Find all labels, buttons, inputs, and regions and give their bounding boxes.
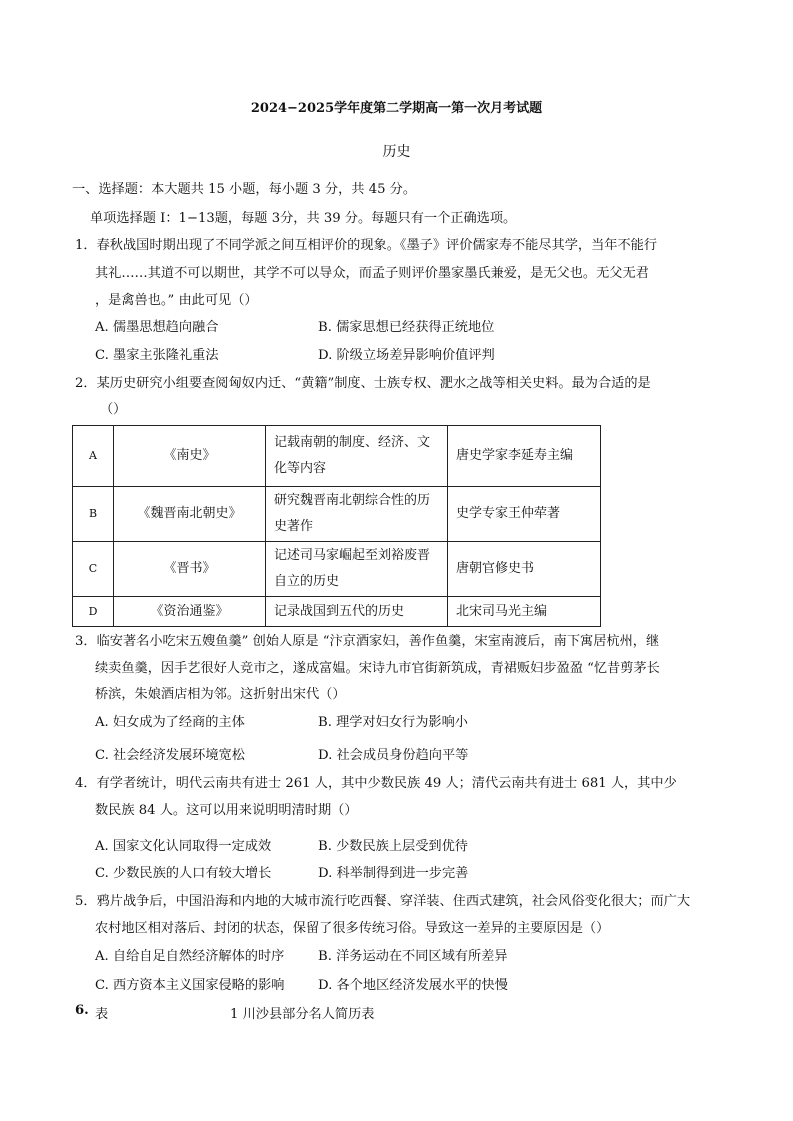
question-3-option-a: A. 妇女成为了经商的主体 <box>95 715 245 730</box>
question-1-option-b: B. 儒家思想已经获得正统地位 <box>318 320 495 335</box>
section-heading: 一、选择题：本大题共 15 小题，每小题 3 分，共 45 分。 <box>72 182 417 197</box>
question-2-line-2: （） <box>100 402 127 417</box>
row-desc: 记述司马家崛起至刘裕废晋自立的历史 <box>266 542 448 597</box>
question-6-number: 6. <box>75 1003 89 1018</box>
question-4-option-b: B. 少数民族上层受到优待 <box>318 839 468 854</box>
table-row <box>73 597 601 627</box>
table-row <box>73 542 601 597</box>
question-3-option-c: C. 社会经济发展环境宽松 <box>95 748 245 763</box>
row-book: 《南史》 <box>114 426 266 487</box>
subject-title: 历史 <box>382 144 411 160</box>
question-5-option-b: B. 洋务运动在不同区域有所差异 <box>318 949 508 964</box>
row-desc: 记录战国到五代的历史 <box>266 597 448 627</box>
question-5-line-2: 农村地区相对落后、封闭的状态，保留了很多传统习俗。导致这一差异的主要原因是（） <box>95 921 610 936</box>
question-4-line-2: 数民族 84 人。这可以用来说明明清时期（） <box>95 803 358 818</box>
row-author: 北宋司马光主编 <box>448 597 601 627</box>
question-4-option-c: C. 少数民族的人口有较大增长 <box>95 866 272 881</box>
row-book: 《魏晋南北朝史》 <box>114 487 266 542</box>
row-author: 唐朝官修史书 <box>448 542 601 597</box>
row-desc: 研究魏晋南北朝综合性的历史著作 <box>266 487 448 542</box>
question-5-option-c: C. 西方资本主义国家侵略的影响 <box>95 978 285 993</box>
question-6-label: 表 <box>95 1007 109 1022</box>
row-book: 《晋书》 <box>114 542 266 597</box>
question-4-line-1: 4．有学者统计，明代云南共有进士 261 人，其中少数民族 49 人；清代云南共有进士 681 人，其中少 <box>75 776 677 791</box>
question-2-line-1: 2．某历史研究小组要查阅匈奴内迁、“黄籍”制度、士族专权、淝水之战等相关史料。最为合适的是 <box>75 376 651 391</box>
question-3-line-3: 桥滨，朱娘酒店相为邻。这折射出宋代（） <box>95 687 346 702</box>
table-row <box>73 426 601 487</box>
source-table <box>72 425 601 627</box>
question-6-table-caption: 1 川沙县部分名人简历表 <box>230 1007 375 1022</box>
row-key: C <box>73 542 114 597</box>
section-subheading: 单项选择题 I：1−13题，每题 3分，共 39 分。每题只有一个正确选项。 <box>90 211 517 226</box>
question-1-line-1: 1．春秋战国时期出现了不同学派之间互相评价的现象。《墨子》评价儒家寿不能尽其学，当年不能行 <box>75 238 658 253</box>
row-key: B <box>73 487 114 542</box>
question-1-option-a: A. 儒墨思想趋向融合 <box>95 320 219 335</box>
table-row <box>73 487 601 542</box>
question-5-option-a: A. 自给自足自然经济解体的时序 <box>95 949 285 964</box>
exam-title: 2024−2025学年度第二学期高一第一次月考试题 <box>250 101 543 116</box>
row-author: 唐史学家李延寿主编 <box>448 426 601 487</box>
question-4-option-a: A. 国家文化认同取得一定成效 <box>95 839 272 854</box>
question-5-line-1: 5．鸦片战争后，中国沿海和内地的大城市流行吃西餐、穿洋装、住西式建筑，社会风俗变化很大；而广大 <box>75 894 691 909</box>
question-1-option-c: C. 墨家主张隆礼重法 <box>95 348 219 363</box>
row-desc: 记载南朝的制度、经济、文化等内容 <box>266 426 448 487</box>
question-1-line-3: ，是禽兽也。” 由此可见（） <box>95 293 258 308</box>
question-3-option-b: B. 理学对妇女行为影响小 <box>318 715 468 730</box>
row-key: A <box>73 426 114 487</box>
question-3-line-1: 3．临安著名小吃宋五嫂鱼羹” 创始人原是 “汴京酒家妇，善作鱼羹，宋室南渡后，南下寓居杭州，继 <box>75 634 660 649</box>
row-book: 《资治通鉴》 <box>114 597 266 627</box>
question-1-option-d: D. 阶级立场差异影响价值评判 <box>318 348 495 363</box>
question-5-option-d: D. 各个地区经济发展水平的快慢 <box>318 978 508 993</box>
question-3-line-2: 续卖鱼羹，因手艺很好人竞市之，遂成富媪。宋诗九市官街新筑成，青裙贩妇步盈盈 “忆昔剪茅长 <box>95 661 660 676</box>
question-3-option-d: D. 社会成员身份趋向平等 <box>318 748 469 763</box>
row-key: D <box>73 597 114 627</box>
row-author: 史学专家王仲荦著 <box>448 487 601 542</box>
question-1-line-2: 其礼……其道不可以期世，其学不可以导众，而孟子则评价墨家墨氏兼爱，是无父也。无父无君 <box>95 266 649 281</box>
question-4-option-d: D. 科举制得到进一步完善 <box>318 866 469 881</box>
